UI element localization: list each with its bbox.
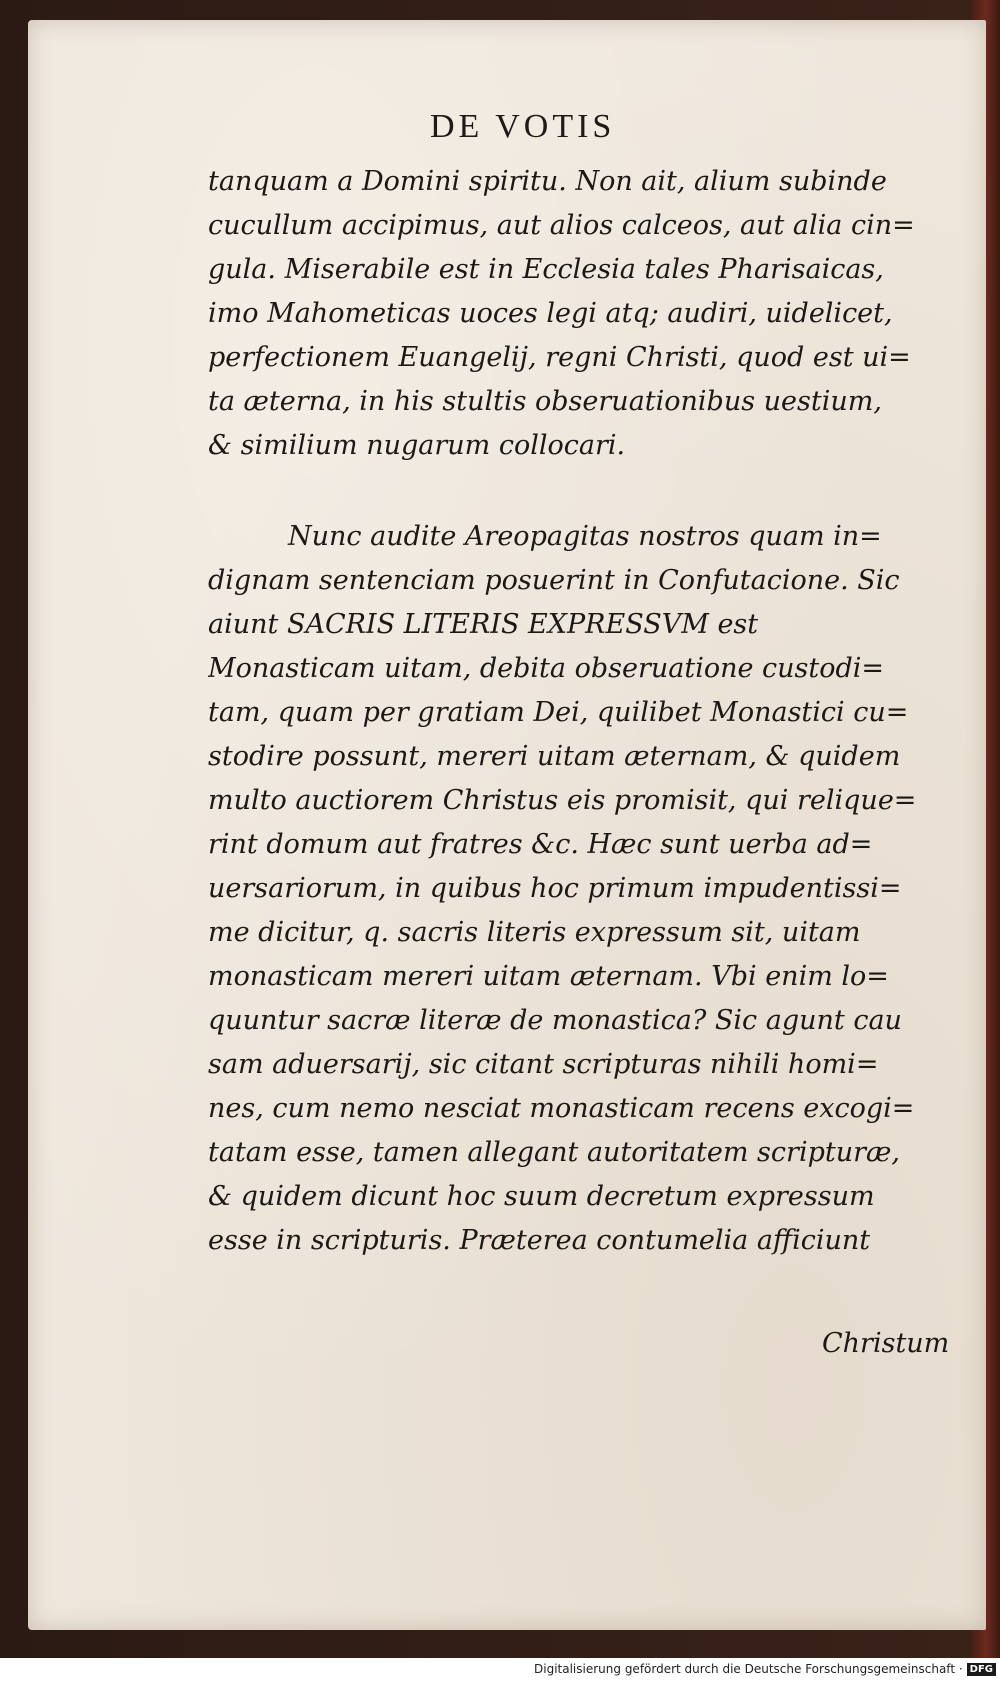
text-line: cucullum accipimus, aut alios calceos, aut alia cin= [208,210,915,241]
text-line: nes, cum nemo nesciat monasticam recens excogi= [208,1093,915,1124]
paragraph-1 [208,160,960,468]
footer-bar [0,1658,1000,1681]
text-line: aiunt SACRIS LITERIS EXPRESSVM est [208,609,759,640]
running-head: DE VOTIS [430,108,616,145]
funding-notice: Digitalisierung gefördert durch die Deutsche Forschungsgemeinschaft · [534,1662,963,1676]
text-line: ta æterna, in his stultis obseruationibus uestium, [208,386,882,417]
dfg-logo: DFG [967,1663,996,1676]
catchword: Christum [822,1328,950,1359]
text-line: esse in scripturis. Præterea contumelia afficiunt [208,1225,871,1256]
text-line: quuntur sacræ literæ de monastica? Sic agunt cau [208,1005,902,1036]
text-line: gula. Miserabile est in Ecclesia tales Pharisaicas, [208,254,884,285]
text-line: sam aduersarij, sic citant scripturas nihili homi= [208,1049,879,1080]
text-line: dignam sentenciam posuerint in Confutacione. Sic [208,565,900,596]
text-line: uersariorum, in quibus hoc primum impudentissi= [208,873,902,904]
text-line: me dicitur, q. sacris literis expressum sit, uitam [208,917,861,948]
paragraph-2 [208,515,960,1263]
text-line: tanquam a Domini spiritu. Non ait, alium subinde [208,166,887,197]
text-line: & similium nugarum collocari. [208,430,626,461]
text-line: & quidem dicunt hoc suum decretum expressum [208,1181,875,1212]
text-line: rint domum aut fratres &c. Hæc sunt uerba ad= [208,829,873,860]
text-line: monasticam mereri uitam æternam. Vbi enim lo= [208,961,889,992]
text-line: tatam esse, tamen allegant autoritatem scripturæ, [208,1137,900,1168]
text-line: Monasticam uitam, debita obseruatione custodi= [208,653,885,684]
text-line: multo auctiorem Christus eis promisit, qui relique= [208,785,917,816]
text-line: imo Mahometicas uoces legi atq; audiri, uidelicet, [208,298,893,329]
text-line: perfectionem Euangelij, regni Christi, quod est ui= [208,342,911,373]
text-line: Nunc audite Areopagitas nostros quam in= [288,521,882,552]
text-line: tam, quam per gratiam Dei, quilibet Monastici cu= [208,697,909,728]
text-line: stodire possunt, mereri uitam æternam, & quidem [208,741,901,772]
